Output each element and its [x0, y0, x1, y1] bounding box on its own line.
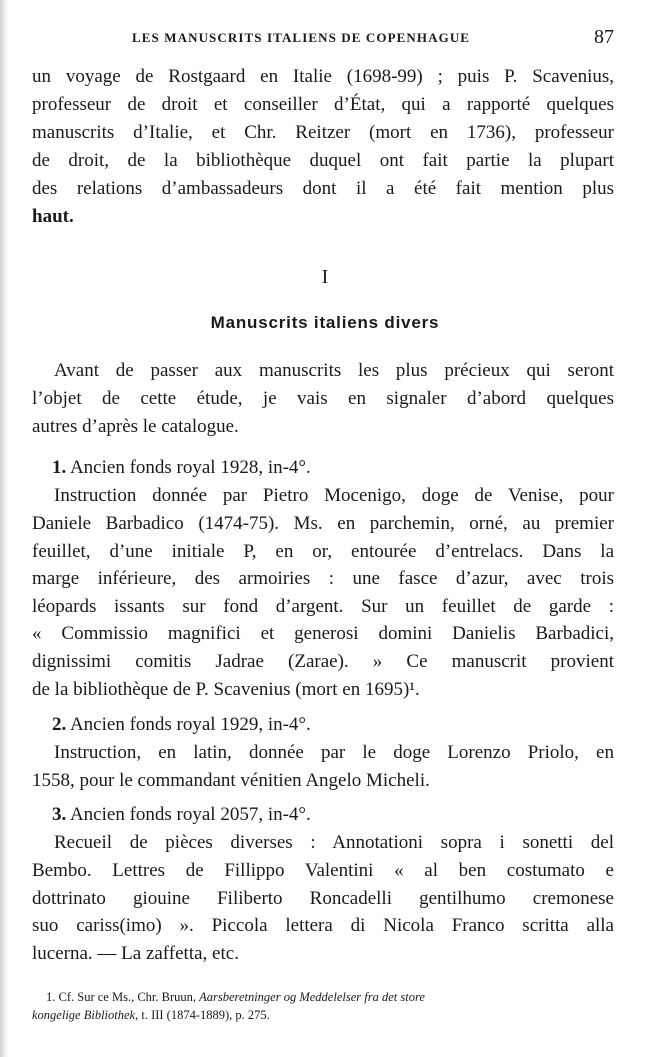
entry-line: léopards issants sur fond d’argent. Sur un feuillet de garde :	[32, 596, 614, 617]
intro-line: professeur de droit et conseiller d’État, qui a rapporté quelques	[32, 94, 614, 115]
entry-number: 3.	[52, 804, 67, 825]
preface-line: Avant de passer aux manuscrits les plus précieux qui seront	[54, 360, 614, 381]
entry-number: 2.	[52, 714, 67, 735]
section-number: I	[321, 266, 329, 288]
entry-line: dignissimi comitis Jadrae (Zarae). » Ce manuscrit provient	[32, 651, 614, 672]
preface-line: l’objet de cette étude, je vais en signaler d’abord quelques	[32, 388, 614, 409]
page-header	[32, 26, 614, 50]
entry-heading	[52, 455, 612, 481]
entry-line: de la bibliothèque de P. Scavenius (mort en 1695)¹.	[32, 679, 420, 700]
entry-line: Bembo. Lettres de Fillippo Valentini « al ben costumato e	[32, 860, 614, 881]
entry-heading	[52, 712, 612, 738]
footnote-citation-title: Aarsberetninger og Meddelelser fra det store	[199, 990, 425, 1004]
section-title: Manuscrits italiens divers	[210, 313, 440, 332]
footnote-text: 1. Cf. Sur ce Ms., Chr. Bruun,	[46, 990, 200, 1004]
entry-number: 1.	[52, 457, 67, 478]
entry-line: Instruction donnée par Pietro Mocenigo, doge de Venise, pour	[54, 485, 614, 506]
footnote-citation-title: kongelige Bibliothek	[32, 1008, 136, 1022]
page-binding-edge	[0, 0, 9, 1057]
intro-line: haut.	[32, 206, 74, 227]
entry-line: Recueil de pièces diverses : Annotationi sopra i sonetti del	[54, 832, 614, 853]
entry-line: dottrinato giouine Filiberto Roncadelli gentilhumo cremonese	[32, 888, 614, 909]
intro-line: de droit, de la bibliothèque duquel ont fait partie la plupart	[32, 150, 614, 171]
footnote-line	[32, 987, 614, 1007]
preface-line: autres d’après le catalogue.	[32, 416, 239, 437]
entry-title: Ancien fonds royal 2057, in-4°.	[69, 804, 311, 825]
intro-line: un voyage de Rostgaard en Italie (1698-99) ; puis P. Scavenius,	[32, 66, 614, 87]
entry-line: Instruction, en latin, donnée par le doge Lorenzo Priolo, en	[54, 742, 614, 763]
intro-line: manuscrits d’Italie, et Chr. Reitzer (mort en 1736), professeur	[32, 122, 614, 143]
entry-line: lucerna. — La zaffetta, etc.	[32, 943, 239, 964]
entry-title: Ancien fonds royal 1928, in-4°.	[69, 457, 311, 478]
intro-line: des relations d’ambassadeurs dont il a été fait mention plus	[32, 178, 614, 199]
footnote-text: , t. III (1874-1889), p. 275.	[135, 1008, 270, 1022]
entry-heading	[52, 802, 612, 828]
entry-line: Daniele Barbadico (1474-75). Ms. en parchemin, orné, au premier	[32, 513, 614, 534]
running-title: LES MANUSCRITS ITALIENS DE COPENHAGUE	[132, 30, 471, 45]
entry-line: « Commissio magnifici et generosi domini Danielis Barbadici,	[32, 623, 614, 644]
entry-title: Ancien fonds royal 1929, in-4°.	[69, 714, 311, 735]
entry-line: 1558, pour le commandant vénitien Angelo Micheli.	[32, 770, 430, 791]
footnote-line	[32, 1005, 614, 1025]
entry-line: suo cariss(imo) ». Piccola lettera di Nicola Franco scritta alla	[32, 915, 614, 936]
page-number: 87	[594, 26, 614, 48]
entry-line: feuillet, d’une initiale P, en or, entourée d’entrelacs. Dans la	[32, 541, 614, 562]
entry-line: marge inférieure, des armoiries : une fasce d’azur, avec trois	[32, 568, 614, 589]
